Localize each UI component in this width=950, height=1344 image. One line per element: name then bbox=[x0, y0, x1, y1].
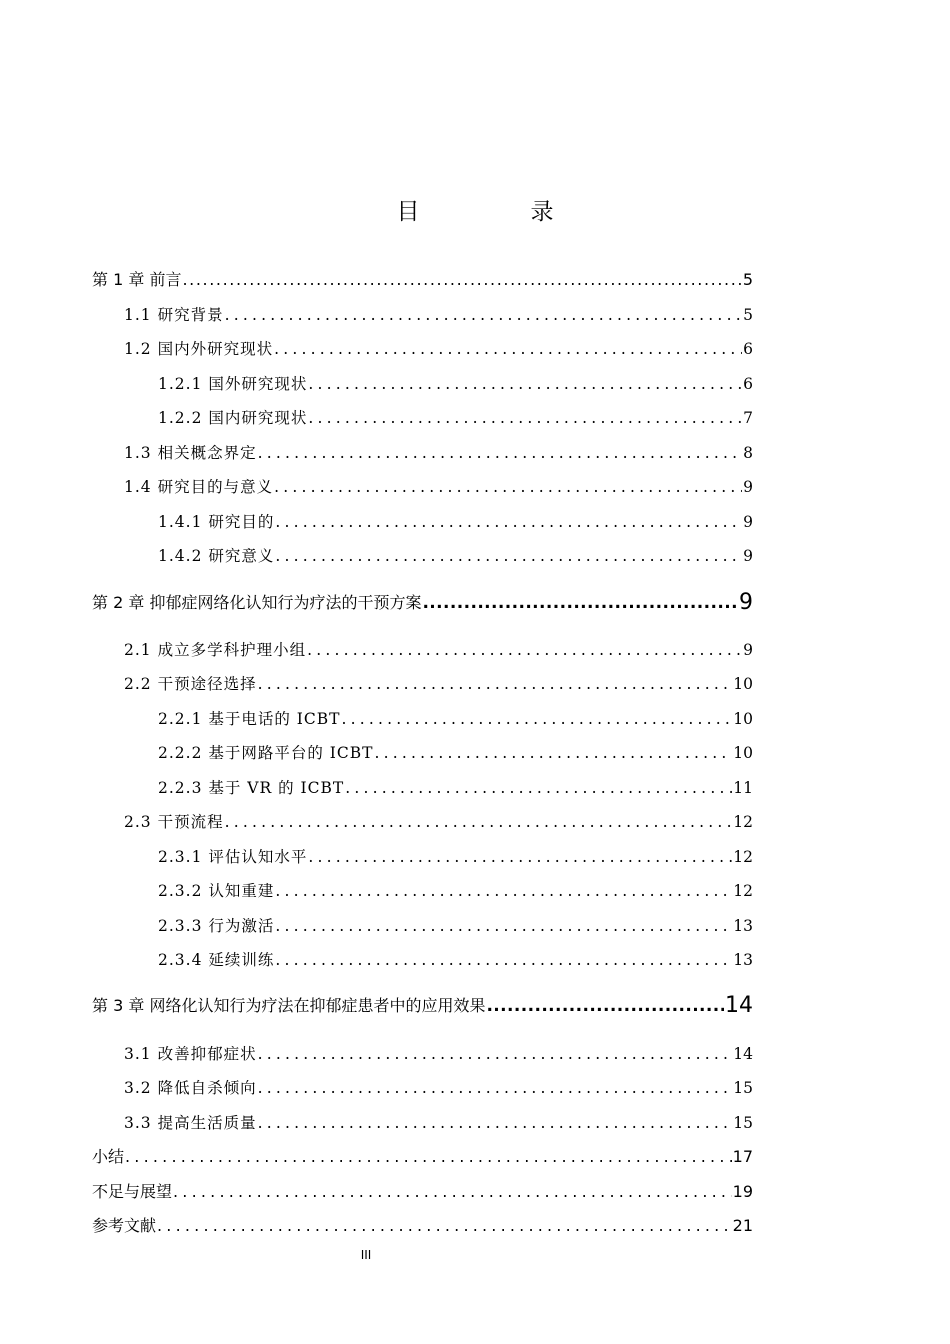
toc-entry-label: 第 1 章 前言 bbox=[92, 270, 182, 289]
toc-entry-label: 2.2.3 基于 VR 的 ICBT bbox=[158, 779, 345, 797]
toc-entry-label: 第 2 章 抑郁症网络化认知行为疗法的干预方案 bbox=[92, 593, 422, 612]
toc-entry-page: 12 bbox=[733, 882, 753, 900]
toc-entry-label: 3.1 改善抑郁症状 bbox=[124, 1045, 257, 1063]
toc-entry-chapter-1[interactable] bbox=[92, 268, 753, 292]
toc-entry-label: 1.3 相关概念界定 bbox=[124, 444, 257, 462]
toc-leader-dots bbox=[258, 1042, 733, 1066]
toc-entry-page: 6 bbox=[743, 375, 753, 393]
toc-entry-label: 1.2.2 国内研究现状 bbox=[158, 409, 308, 427]
toc-entry-label: 1.2 国内外研究现状 bbox=[124, 340, 274, 358]
toc-entry-page: 6 bbox=[743, 340, 753, 358]
toc-entry-label: 2.2.2 基于网路平台的 ICBT bbox=[158, 744, 374, 762]
toc-leader-dots bbox=[258, 1076, 733, 1100]
toc-leader-dots bbox=[422, 591, 738, 615]
toc-entry-page: 5 bbox=[743, 306, 753, 324]
toc-entry-chapter-3[interactable] bbox=[92, 994, 753, 1018]
toc-entry-page: 9 bbox=[739, 590, 753, 615]
toc-entry-page: 10 bbox=[733, 675, 753, 693]
toc-entry-1-1[interactable] bbox=[124, 303, 753, 327]
toc-leader-dots bbox=[274, 337, 742, 361]
toc-leader-dots bbox=[274, 475, 742, 499]
toc-leader-dots bbox=[275, 948, 732, 972]
toc-entry-page: 15 bbox=[733, 1079, 753, 1097]
toc-entry-1-2[interactable] bbox=[124, 337, 753, 361]
toc-leader-dots bbox=[275, 879, 732, 903]
toc-entry-label: 参考文献 bbox=[92, 1216, 157, 1235]
toc-entry-label: 1.2.1 国外研究现状 bbox=[158, 375, 308, 393]
toc-entry-label: 2.3.1 评估认知水平 bbox=[158, 848, 308, 866]
toc-entry-3-3[interactable] bbox=[124, 1111, 753, 1135]
toc-entry-page: 14 bbox=[733, 1045, 753, 1063]
toc-entry-page: 14 bbox=[725, 993, 753, 1018]
toc-leader-dots bbox=[258, 672, 733, 696]
toc-entry-page: 10 bbox=[733, 710, 753, 728]
page-title: 目 录 bbox=[396, 199, 598, 225]
toc-entry-chapter-2[interactable] bbox=[92, 591, 753, 615]
toc-leader-dots bbox=[275, 510, 742, 534]
toc-leader-dots bbox=[275, 544, 742, 568]
toc-leader-dots bbox=[275, 914, 732, 938]
toc-leader-dots bbox=[173, 1180, 732, 1204]
toc-entry-references[interactable] bbox=[92, 1214, 753, 1238]
toc-leader-dots bbox=[182, 268, 741, 292]
toc-entry-label: 第 3 章 网络化认知行为疗法在抑郁症患者中的应用效果 bbox=[92, 996, 486, 1015]
toc-entry-2-2-1[interactable] bbox=[158, 707, 753, 731]
toc-entry-label: 2.3.3 行为激活 bbox=[158, 917, 275, 935]
toc-entry-2-3-3[interactable] bbox=[158, 914, 753, 938]
toc-entry-page: 13 bbox=[733, 917, 753, 935]
toc-entry-1-2-2[interactable] bbox=[158, 406, 753, 430]
toc-leader-dots bbox=[308, 372, 742, 396]
toc-entry-page: 9 bbox=[743, 547, 753, 565]
toc-entry-page: 19 bbox=[732, 1182, 753, 1201]
toc-entry-label: 2.2 干预途径选择 bbox=[124, 675, 257, 693]
toc-entry-2-1[interactable] bbox=[124, 638, 753, 662]
toc-entry-label: 小结 bbox=[92, 1147, 125, 1166]
toc-leader-dots bbox=[157, 1214, 732, 1238]
toc-entry-label: 1.4 研究目的与意义 bbox=[124, 478, 274, 496]
toc-entry-label: 1.1 研究背景 bbox=[124, 306, 224, 324]
toc-entry-summary[interactable] bbox=[92, 1145, 753, 1169]
toc-leader-dots bbox=[225, 810, 733, 834]
toc-entry-label: 不足与展望 bbox=[92, 1182, 173, 1201]
toc-entry-page: 9 bbox=[743, 478, 753, 496]
toc-entry-label: 3.3 提高生活质量 bbox=[124, 1114, 257, 1132]
toc-entry-page: 15 bbox=[733, 1114, 753, 1132]
toc-leader-dots bbox=[307, 638, 742, 662]
toc-leader-dots bbox=[486, 994, 724, 1018]
toc-entry-label: 2.2.1 基于电话的 ICBT bbox=[158, 710, 341, 728]
toc-entry-label: 1.4.1 研究目的 bbox=[158, 513, 275, 531]
toc-entry-page: 7 bbox=[743, 409, 753, 427]
toc-entry-3-2[interactable] bbox=[124, 1076, 753, 1100]
toc-entry-1-4-1[interactable] bbox=[158, 510, 753, 534]
toc-entry-label: 2.1 成立多学科护理小组 bbox=[124, 641, 307, 659]
toc-entry-1-4-2[interactable] bbox=[158, 544, 753, 568]
toc-entry-1-4[interactable] bbox=[124, 475, 753, 499]
toc-leader-dots bbox=[342, 707, 733, 731]
toc-leader-dots bbox=[258, 1111, 733, 1135]
toc-entry-page: 9 bbox=[743, 641, 753, 659]
toc-entry-2-3-4[interactable] bbox=[158, 948, 753, 972]
toc-leader-dots bbox=[375, 741, 733, 765]
toc-entry-label: 2.3.2 认知重建 bbox=[158, 882, 275, 900]
toc-leader-dots bbox=[225, 303, 743, 327]
toc-entry-page: 17 bbox=[732, 1147, 753, 1166]
page-number: III bbox=[360, 1248, 372, 1262]
toc-entry-label: 2.3 干预流程 bbox=[124, 813, 224, 831]
toc-leader-dots bbox=[258, 441, 743, 465]
toc-entry-limitations[interactable] bbox=[92, 1180, 753, 1204]
toc-entry-page: 12 bbox=[733, 813, 753, 831]
toc-leader-dots bbox=[308, 406, 742, 430]
toc-entry-page: 21 bbox=[732, 1216, 753, 1235]
toc-entry-2-2-2[interactable] bbox=[158, 741, 753, 765]
toc-entry-page: 11 bbox=[733, 779, 753, 797]
toc-leader-dots bbox=[308, 845, 732, 869]
toc-entry-page: 5 bbox=[742, 270, 753, 289]
toc-entry-label: 1.4.2 研究意义 bbox=[158, 547, 275, 565]
toc-entry-label: 2.3.4 延续训练 bbox=[158, 951, 275, 969]
toc-leader-dots bbox=[125, 1145, 732, 1169]
toc-entry-3-1[interactable] bbox=[124, 1042, 753, 1066]
toc-entry-1-3[interactable] bbox=[124, 441, 753, 465]
toc-entry-2-2-3[interactable] bbox=[158, 776, 753, 800]
toc-entry-page: 8 bbox=[743, 444, 753, 462]
toc-entry-2-2[interactable] bbox=[124, 672, 753, 696]
toc-entry-label: 3.2 降低自杀倾向 bbox=[124, 1079, 257, 1097]
toc-entry-page: 12 bbox=[733, 848, 753, 866]
toc-entry-page: 13 bbox=[733, 951, 753, 969]
toc-entry-page: 10 bbox=[733, 744, 753, 762]
toc-entry-2-3-2[interactable] bbox=[158, 879, 753, 903]
toc-entry-2-3-1[interactable] bbox=[158, 845, 753, 869]
toc-leader-dots bbox=[345, 776, 732, 800]
toc-entry-page: 9 bbox=[743, 513, 753, 531]
toc-entry-2-3[interactable] bbox=[124, 810, 753, 834]
toc-entry-1-2-1[interactable] bbox=[158, 372, 753, 396]
